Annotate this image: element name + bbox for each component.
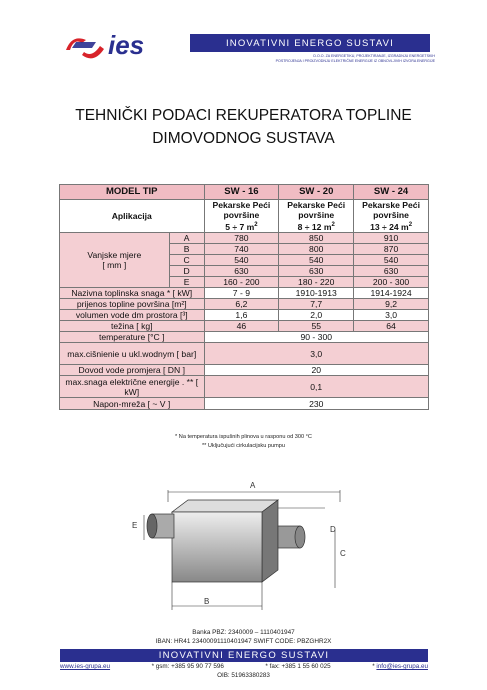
application-row: [60, 200, 429, 233]
table-cell: 780: [204, 233, 279, 244]
table-cell: 1914-1924: [354, 288, 429, 299]
spec-row: [60, 321, 429, 332]
row-label: težina [ kg]: [60, 321, 205, 332]
fax-number: * fax: +385 1 55 60 025: [265, 663, 331, 670]
company-logo: [62, 28, 182, 62]
model-header: SW - 16: [204, 185, 279, 200]
footer-banner: INOVATIVNI ENERGO SUSTAVI: [60, 649, 428, 662]
table-cell: 9,2: [354, 299, 429, 310]
header-banner: INOVATIVNI ENERGO SUSTAVI: [190, 34, 430, 52]
dimension-key: C: [169, 255, 204, 266]
dimensions-label: Vanjske mjere [ mm ]: [60, 233, 170, 288]
bank-account: Banka PBZ: 2340009 – 1110401947: [192, 629, 295, 636]
row-label: Napon-mreža [ ~ V ]: [60, 398, 205, 410]
merged-row: [60, 376, 429, 398]
bank-iban: IBAN: HR41 2340009111040194​7 SWIFT CODE: PBZGHR2X: [155, 638, 332, 645]
table-cell: 3,0: [204, 343, 429, 365]
table-cell: 540: [204, 255, 279, 266]
merged-row: [60, 365, 429, 376]
oib-number: OIB: 51963380283: [217, 672, 270, 679]
table-cell: 850: [279, 233, 354, 244]
dimension-key: E: [169, 277, 204, 288]
table-cell: 0,1: [204, 376, 429, 398]
application-cell: Pekarske Peći površine 8 ÷ 12 $m^2$: [279, 200, 354, 233]
spec-table: [59, 184, 429, 410]
application-cell: Pekarske Peći površine 13 ÷ 24 $m^2$: [354, 200, 429, 233]
company-description-line: D.O.O. ZA ENERGETIKU, PROJEKTIRANJE, IZGRADNJU ENERGETSKIH: [313, 54, 435, 58]
model-header: SW - 20: [279, 185, 354, 200]
dimension-label-b: B: [204, 597, 210, 606]
logo-text: ies: [108, 30, 145, 60]
table-cell: 540: [354, 255, 429, 266]
dimension-label-e: E: [132, 521, 138, 530]
row-label: prijenos topline površina [m²]: [60, 299, 205, 310]
table-cell: 64: [354, 321, 429, 332]
merged-row: [60, 332, 429, 343]
row-label: Nazivna toplinska snaga * [ kW]: [60, 288, 205, 299]
contact-line: [60, 663, 428, 670]
merged-row: [60, 398, 429, 410]
table-cell: 160 - 200: [204, 277, 279, 288]
email-link[interactable]: info@ies-grupa.eu: [376, 663, 428, 670]
row-label: volumen vode dm prostora [³]: [60, 310, 205, 321]
model-header: SW - 24: [354, 185, 429, 200]
table-cell: 6,2: [204, 299, 279, 310]
company-description: [190, 54, 435, 64]
recuperator-diagram: [130, 470, 370, 620]
row-label: temperature [°C ]: [60, 332, 205, 343]
table-cell: 630: [354, 266, 429, 277]
table-cell: 540: [279, 255, 354, 266]
website-link[interactable]: www.ies-grupa.eu: [60, 663, 111, 670]
application-label: Aplikacija: [60, 200, 205, 233]
table-cell: 20: [204, 365, 429, 376]
model-label: MODEL TIP: [60, 185, 205, 200]
company-description-line: POSTROJENJA I PROIZVODNJU ELEKTRIČNE ENERGIJE IZ OBNOVLJIVIH IZVORA ENERGIJE: [275, 59, 435, 63]
dimension-row: [60, 233, 429, 244]
footnote-pump: ** Uključujući cirkulacijsku pumpu: [201, 443, 285, 449]
dimension-key: B: [169, 244, 204, 255]
table-cell: 7 - 9: [204, 288, 279, 299]
spec-row: [60, 288, 429, 299]
table-header-row: [60, 185, 429, 200]
email-group: * info@ies-grupa.eu: [372, 663, 428, 670]
table-cell: 90 - 300: [204, 332, 429, 343]
document-title: [0, 104, 487, 150]
table-cell: 200 - 300: [354, 277, 429, 288]
dimension-label-a: A: [250, 481, 256, 490]
spec-row: [60, 310, 429, 321]
row-label: Dovod vode promjera [ DN ]: [60, 365, 205, 376]
dimension-key: A: [169, 233, 204, 244]
title-line-2: DIMOVODNOG SUSTAVA: [152, 130, 335, 147]
dimension-label-d: D: [330, 525, 336, 534]
table-cell: 55: [279, 321, 354, 332]
table-cell: 230: [204, 398, 429, 410]
table-cell: 3,0: [354, 310, 429, 321]
table-cell: 2,0: [279, 310, 354, 321]
table-cell: 800: [279, 244, 354, 255]
spec-row: [60, 299, 429, 310]
merged-row: [60, 343, 429, 365]
table-cell: 630: [279, 266, 354, 277]
footnote-temperature: * Na temperatura ispušnih plinova u rasponu od 300 °C: [175, 434, 312, 440]
table-cell: 870: [354, 244, 429, 255]
table-cell: 180 - 220: [279, 277, 354, 288]
dimension-key: D: [169, 266, 204, 277]
row-label: max.snaga električne energije . ** [ kW]: [60, 376, 205, 398]
dimension-label-c: C: [340, 549, 346, 558]
table-cell: 1910-1913: [279, 288, 354, 299]
table-cell: 630: [204, 266, 279, 277]
table-cell: 46: [204, 321, 279, 332]
table-cell: 1,6: [204, 310, 279, 321]
table-cell: 7,7: [279, 299, 354, 310]
title-line-1: TEHNIČKI PODACI REKUPERATORA TOPLINE: [75, 107, 412, 124]
gsm-number: * gsm: +385 95 90 77 596: [151, 663, 224, 670]
row-label: max.cišnienie u ukl.wodnym [ bar]: [60, 343, 205, 365]
table-cell: 740: [204, 244, 279, 255]
application-cell: Pekarske Peći površine 5 ÷ 7 $m^2$: [204, 200, 279, 233]
table-cell: 910: [354, 233, 429, 244]
